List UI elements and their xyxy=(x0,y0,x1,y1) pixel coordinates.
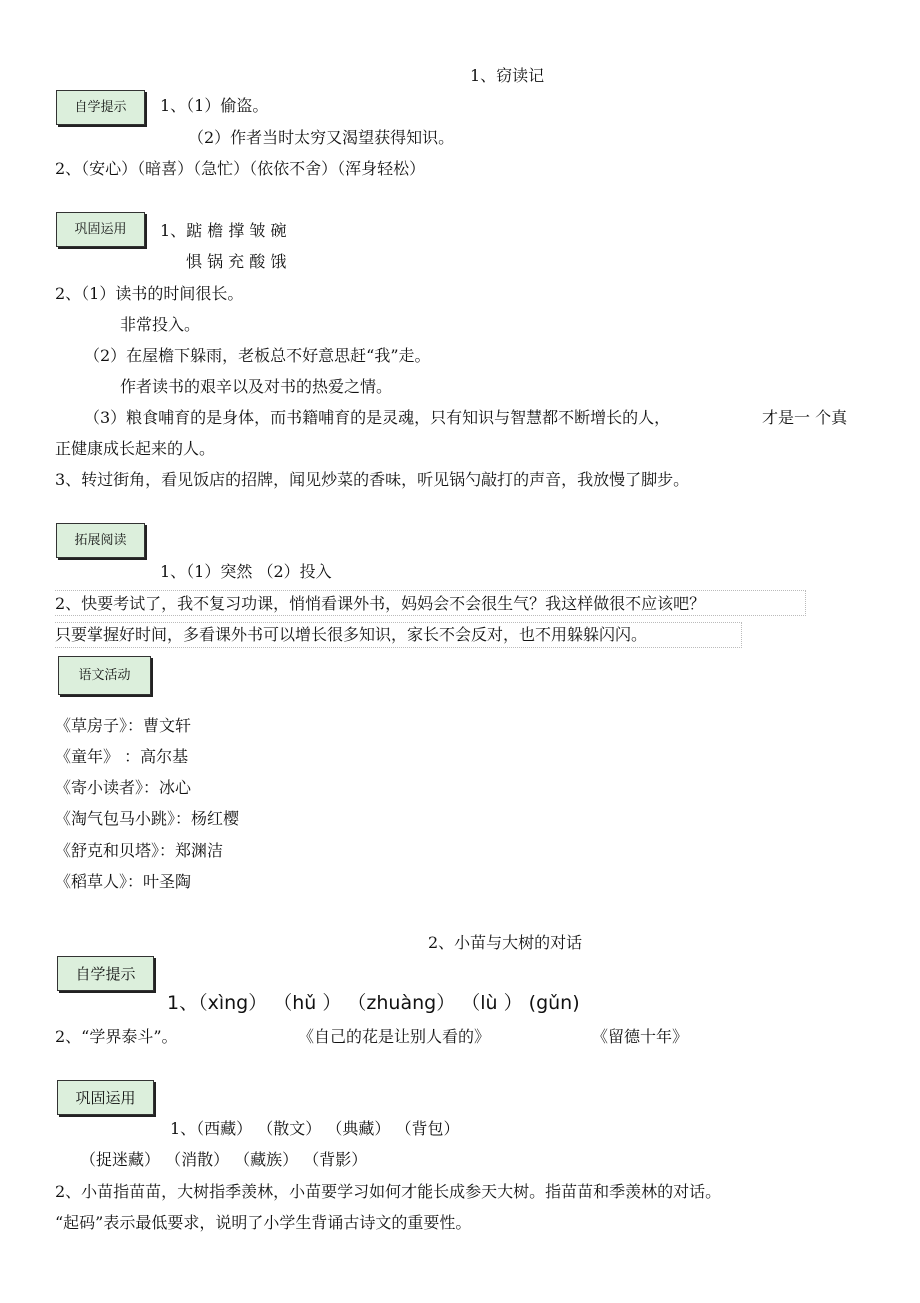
answer-line: （捉迷藏） （消散） （藏族） （背影） xyxy=(80,1150,368,1169)
answer-line: 1、（西藏） （散文） （典藏） （背包） xyxy=(170,1119,460,1138)
answer-line: 正健康成长起来的人。 xyxy=(55,439,216,458)
section-label-chinese-activity: 语文活动 xyxy=(58,656,151,695)
book-item: 《淘气包马小跳》：杨红樱 xyxy=(55,809,240,828)
answer-line: 2、“学界泰斗”。 xyxy=(55,1027,178,1046)
answer-line: 1、（1）偷盗。 xyxy=(160,96,269,115)
answer-line: 非常投入。 xyxy=(120,315,201,334)
book-item: 《寄小读者》：冰心 xyxy=(55,778,192,797)
answer-line: 只要掌握好时间，多看课外书可以增长很多知识，家长不会反对，也不用躲躲闪闪。 xyxy=(55,625,648,644)
answer-line: 2、（1）读书的时间很长。 xyxy=(55,284,244,303)
lesson1-title: 1、窃读记 xyxy=(470,66,545,85)
answer-line: “起码”表示最低要求，说明了小学生背诵古诗文的重要性。 xyxy=(55,1213,472,1232)
book-item: 《舒克和贝塔》：郑渊洁 xyxy=(55,841,224,860)
book-item: 《稻草人》：叶圣陶 xyxy=(55,872,192,891)
answer-line: 《自己的花是让别人看的》 xyxy=(298,1027,491,1046)
section-label-practice: 巩固运用 xyxy=(57,1080,154,1115)
answer-line: 1、（1）突然 （2）投入 xyxy=(160,562,332,581)
section-label-self-study: 自学提示 xyxy=(56,90,145,125)
section-label-practice: 巩固运用 xyxy=(56,212,145,247)
book-item: 《草房子》：曹文轩 xyxy=(55,716,192,735)
answer-line: 才是一 个真 xyxy=(762,408,848,427)
answer-line: 作者读书的艰辛以及对书的热爱之情。 xyxy=(120,377,393,396)
book-item: 《童年》 ：高尔基 xyxy=(55,747,189,766)
lesson2-title: 2、小苗与大树的对话 xyxy=(428,933,583,952)
pinyin-answers: 1、（xìng） （hǔ ） （zhuàng） （lù ） (gǔn) xyxy=(167,992,580,1014)
section-label-self-study: 自学提示 xyxy=(57,956,154,991)
answer-line: 《留德十年》 xyxy=(592,1027,689,1046)
answer-line: 2、（安心）（暗喜）（急忙）（依依不舍）（浑身轻松） xyxy=(55,159,426,178)
answer-line: （2）作者当时太穷又渴望获得知识。 xyxy=(188,128,455,147)
answer-line: （3）粮食哺育的是身体，而书籍哺育的是灵魂，只有知识与智慧都不断增长的人， xyxy=(84,408,671,427)
section-label-extended-reading: 拓展阅读 xyxy=(56,523,145,558)
answer-line: （2）在屋檐下躲雨，老板总不好意思赶“我”走。 xyxy=(84,346,431,365)
answer-line: 1、踮 檐 撑 皱 碗 xyxy=(160,221,287,240)
answer-line: 惧 锅 充 酸 饿 xyxy=(186,252,287,271)
answer-line: 2、快要考试了，我不复习功课，悄悄看课外书，妈妈会不会很生气？我这样做很不应该吧？ xyxy=(55,594,706,613)
answer-line: 2、小苗指苗苗，大树指季羡林，小苗要学习如何才能长成参天大树。指苗苗和季羡林的对话。 xyxy=(55,1182,722,1201)
answer-line: 3、转过街角，看见饭店的招牌，闻见炒菜的香味，听见锅勺敲打的声音，我放慢了脚步。 xyxy=(55,470,690,489)
